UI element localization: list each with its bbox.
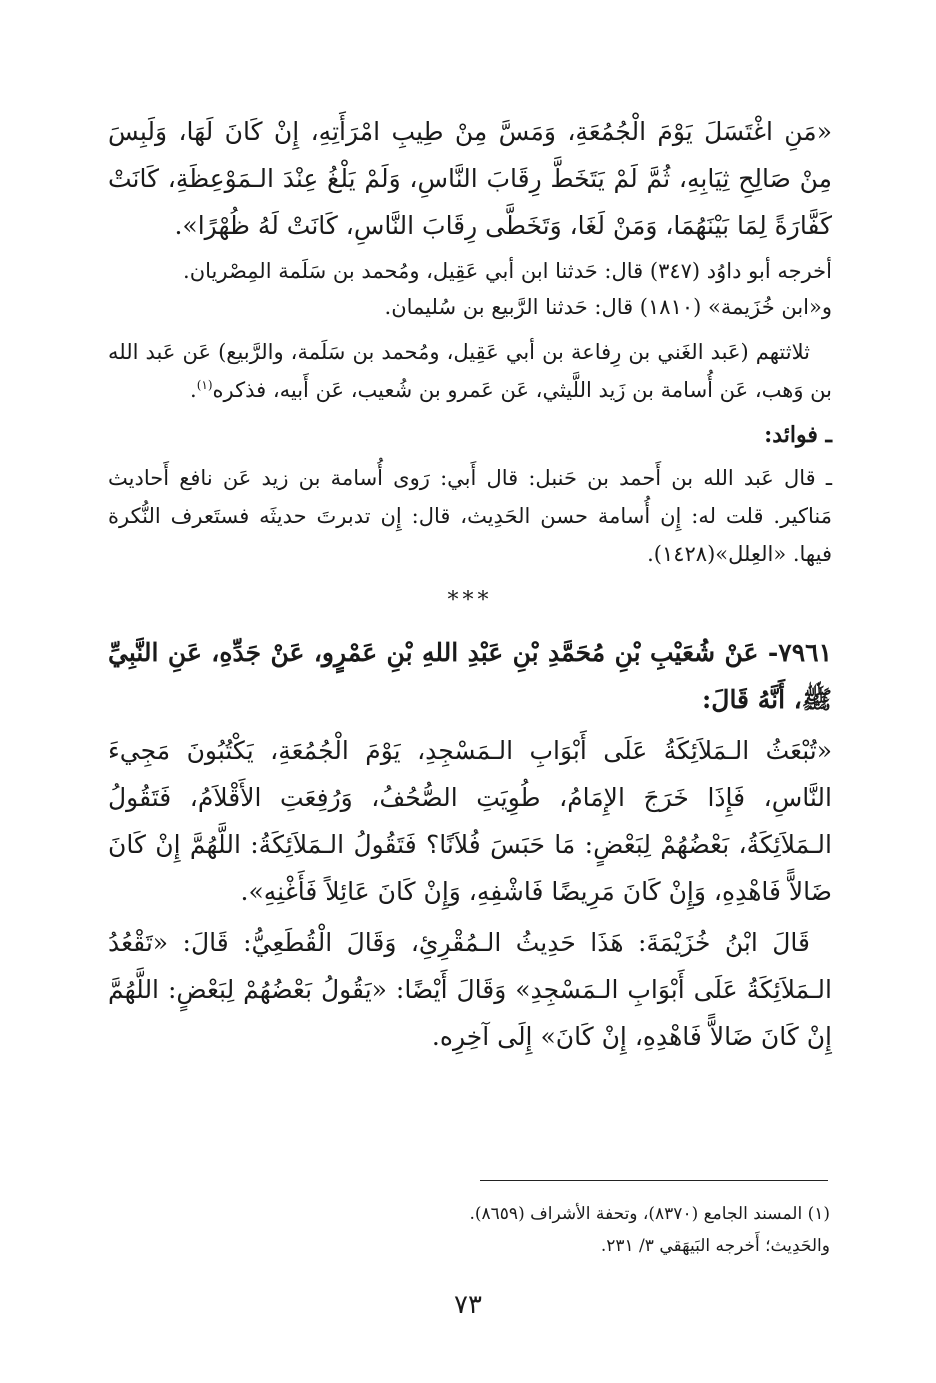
benefits-heading: ـ فوائد: [764, 422, 832, 448]
footnote-1: (١) المسند الجامع (٨٣٧٠)، وتحفة الأشراف (٨٦٥٩). [469, 1204, 830, 1224]
footnote-marker[interactable]: (١) [196, 378, 213, 392]
sources-block [108, 253, 832, 325]
isnad-chain-text: ثلاثتهم (عَبد الغَني بن رِفاعة بن أبي عَقِيل، ومُحمد بن سَلَمة، والرَّبيع) عَن عَبد الله بن وَهب، عَن أُسامة بن زَيد اللَّيثي، عَن عَمرو بن شُعيب، عَن أَبيه، فذكره [108, 340, 832, 402]
footnote-divider [480, 1180, 828, 1181]
benefit-paragraph: ـ قال عَبد الله بن أَحمد بن حَنبل: قال أَبي: رَوى أُسامة بن زيد عَن نافع أَحاديث مَناكير. قلت له: إِن أُسامة حسن الحَدِيث، قال: إِن تدبرتَ حديثَه فستَعرف النُّكرة فيها. «العِلل»(١٤٢٨). [108, 466, 832, 566]
hadith-number: ٧٩٦١- [767, 638, 832, 667]
footnotes [380, 1198, 830, 1262]
hadith-text-continued: «مَنِ اغْتَسَلَ يَوْمَ الْجُمُعَةِ، وَمَسَّ مِنْ طِيبِ امْرَأَتِهِ، إِنْ كَانَ لَهَا، وَلَبِسَ مِنْ صَالِحِ ثِيَابِهِ، ثُمَّ لَمْ يَتَخَطَّ رِقَابَ النَّاسِ، وَلَمْ يَلْغُ عِنْدَ الـمَوْعِظَةِ، كَانَتْ كَفَّارَةً لِمَا بَيْنَهُمَا، وَمَنْ لَغَا، وَتَخَطَّى رِقَابَ النَّاسِ، كَانَتْ لَهُ ظُهْرًا». [108, 117, 832, 240]
hadith-main-text: «تُبْعَثُ الـمَلاَئِكَةُ عَلَى أَبْوَابِ الـمَسْجِدِ، يَوْمَ الْجُمُعَةِ، يَكْتُبُونَ مَجِيءَ النَّاسِ، فَإِذَا خَرَجَ الإِمَامُ، طُوِيَتِ الصُّحُفُ، وَرُفِعَتِ الأَقْلاَمُ، فَتَقُولُ الـمَلاَئِكَةُ، بَعْضُهُمْ لِبَعْضٍ: مَا حَبَسَ فُلاَنًا؟ فَتَقُولُ الـمَلاَئِكَةُ: اللَّهُمَّ إِنْ كَانَ ضَالاًّ فَاهْدِهِ، وَإِنْ كَانَ مَرِيضًا فَاشْفِهِ، وَإِنْ كَانَ عَائِلاً فَأَغْنِهِ». [108, 736, 832, 906]
hadith-commentary: قَالَ ابْنُ خُزَيْمَةَ: هَذَا حَدِيثُ الـمُقْرِئِ، وَقَالَ الْقُطَعِيُّ: قَالَ: «تَقْعُدُ الـمَلاَئِكَةُ عَلَى أَبْوَابِ الـمَسْجِدِ» وَقَالَ أَيْضًا: «يَقُولُ بَعْضُهُمْ لِبَعْضٍ: اللَّهُمَّ إِنْ كَانَ ضَالاًّ فَاهْدِهِ، إِنْ كَانَ» إِلَى آخِرِه. [108, 928, 832, 1051]
isnad-chain [108, 333, 832, 409]
hadith-isnad: عَنْ شُعَيْبِ بْنِ مُحَمَّدِ بْنِ عَبْدِ اللهِ بْنِ عَمْرٍو، عَنْ جَدِّهِ، عَنِ النَّبِيِّ ﷺ، أَنَّهُ قَالَ: [108, 638, 832, 714]
hadith-heading [108, 629, 832, 723]
isnad-chain-end: . [190, 378, 197, 402]
section-separator: *** [447, 588, 493, 613]
page-body [108, 108, 832, 1064]
page-number: ٧٣ [454, 1290, 482, 1320]
source-line-abu-dawud: أخرجه أبو داوُد (٣٤٧) قال: حَدثنا ابن أبي عَقِيل، ومُحمد بن سَلَمة المِصْريان. [183, 259, 832, 283]
footnote-1-continued: والحَدِيث؛ أَخرجه البَيهَقي ٣/ ٢٣١. [600, 1236, 830, 1256]
source-line-ibn-khuzaymah: و«ابن خُزَيمة» (١٨١٠) قال: حَدثنا الرَّبيع بن سُليمان. [384, 295, 832, 319]
